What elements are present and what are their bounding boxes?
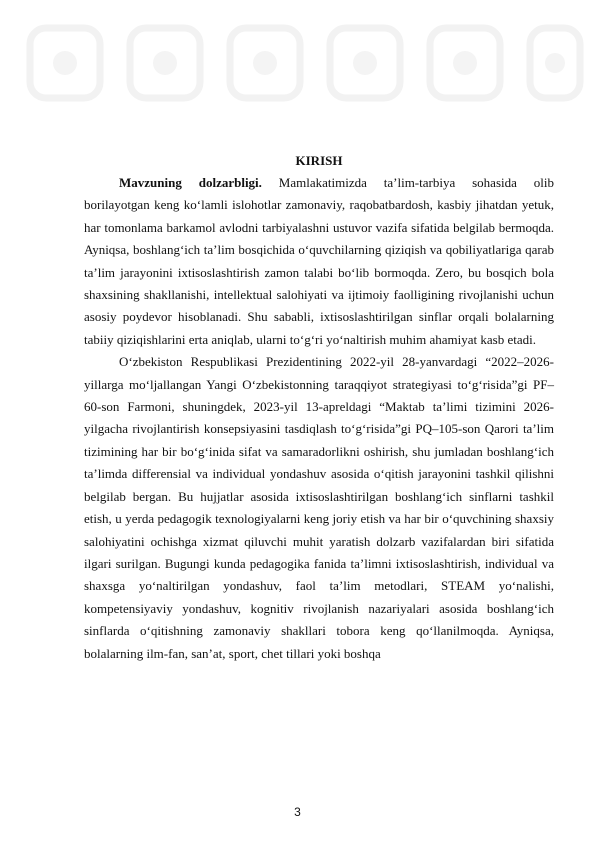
watermark-tile-5	[430, 28, 500, 98]
watermark-tile-6	[530, 28, 580, 98]
document-body	[84, 150, 554, 665]
watermark-tile-1	[30, 28, 100, 98]
paragraph-relevance	[84, 172, 554, 351]
watermark-tile-4	[330, 28, 400, 98]
watermark-logo-pattern	[0, 0, 595, 130]
section-title: KIRISH	[295, 153, 343, 168]
paragraph-text: Mamlakatimizda ta’lim-tarbiya sohasida olib borilayotgan keng ko‘lamli islohotlar zamonaviy, raqobatbardosh, kasbiy jihatdan yetuk, har tomonlama barkamol avlodni tarbiyalashni ustuvor vazifa sifatida belgilab bermoqda. Ayniqsa, boshlang‘ich ta’lim bosqichida o‘quvchilarning qiziqish va qobiliyatlariga qarab ta’lim jarayonini ixtisoslashtirish zamon talabi bo‘lib bormoqda. Zero, bu bosqich bola shaxsining shakllanishi, intellektual salohiyati va ijtimoiy faolligining rivojlanishi uchun asosiy poydevor hisoblanadi. Shu sababli, ixtisoslashtirilgan sinflar orqali bolalarning tabiiy qiziqishlarini erta aniqlab, ularni to‘g‘ri yo‘naltirish muhim ahamiyat kasb etadi.	[84, 175, 554, 347]
watermark-tile-3	[230, 28, 300, 98]
paragraph-lead: Mavzuning dolzarbligi.	[119, 175, 262, 190]
paragraph-legal-basis	[84, 351, 554, 665]
paragraph-text: O‘zbekiston Respublikasi Prezidentining 2022-yil 28-yanvardagi “2022–2026-yillarga mo‘ljallangan Yangi O‘zbekistonning taraqqiyot strategiyasi to‘g‘risida”gi PF–60-son Farmoni, shuningdek, 2023-yil 13-apreldagi “Maktab ta’limi tizimini 2026-yilgacha rivojlantirish konsepsiyasini tasdiqlash to‘g‘risida”gi PQ–105-son Qarori ta’lim tizimining har bir bo‘g‘inida sifat va samaradorlikni oshirish, shu jumladan boshlang‘ich ta’limda differensial va individual yondashuv asosida o‘qitish jarayonini tashkil qilishni belgilab bergan. Bu hujjatlar asosida ixtisoslashtirilgan boshlang‘ich sinflarni tashkil etish, u yerda pedagogik texnologiyalarni keng joriy etish va har bir o‘quvchining shaxsiy salohiyatini ochishga xizmat qiluvchi muhit yaratish dolzarb vazifalardan biri sifatida ilgari surilgan. Bugungi kunda pedagogika fanida ta’limni ixtisoslashtirish, individual va shaxsga yo‘naltirilgan yondashuv, faol ta’lim metodlari, STEAM yo‘nalishi, kompetensiyaviy yondashuv, kognitiv rivojlanish nazariyalari asosida boshlang‘ich sinflarda o‘qitishning zamonaviy shakllari tobora keng qo‘llanilmoqda. Ayniqsa, bolalarning ilm-fan, san’at, sport, chet tillari yoki boshqa	[84, 354, 554, 661]
watermark-tile-2	[130, 28, 200, 98]
page-number: 3	[294, 805, 301, 819]
